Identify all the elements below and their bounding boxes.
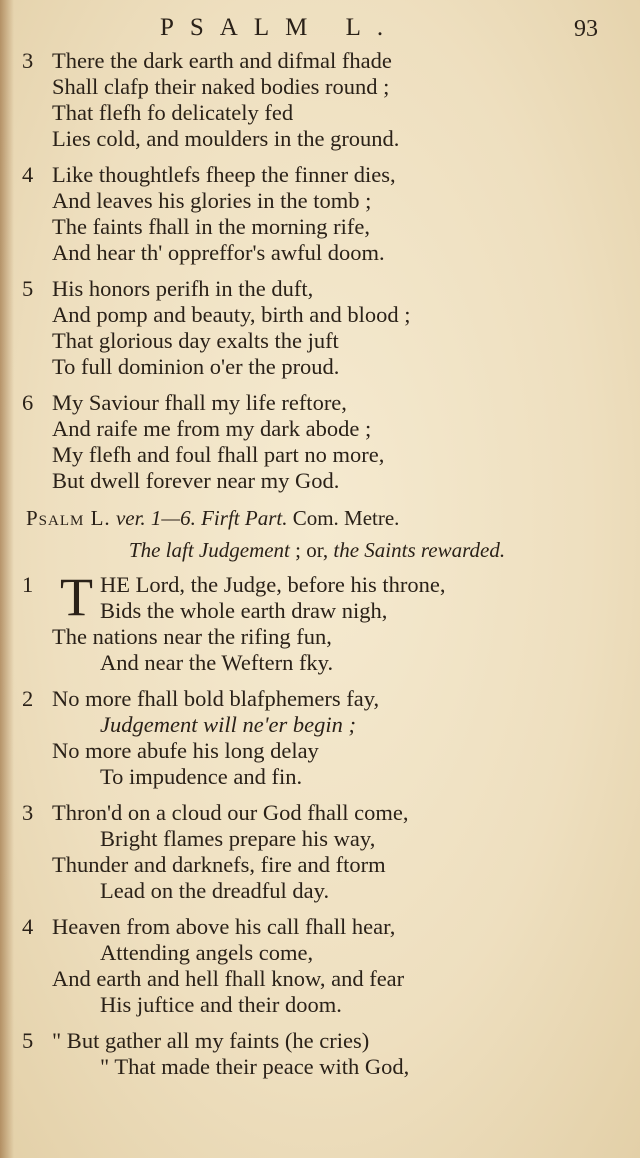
stanza [22, 914, 612, 1018]
stanza [22, 390, 612, 494]
subtitle-alt: the Saints rewarded. [333, 538, 506, 562]
verse-line: His honors perifh in the duft, [52, 276, 314, 301]
verse-line: Lies cold, and moulders in the ground. [52, 126, 400, 151]
metre-label: Com. Metre. [292, 506, 400, 530]
verse-line: Thron'd on a cloud our God fhall come, [52, 800, 409, 825]
stanza-number: 6 [22, 390, 34, 415]
verse-line: That glorious day exalts the juft [52, 328, 339, 353]
stanza [22, 1028, 612, 1080]
verse-line: No more fhall bold blafphemers fay, [52, 686, 380, 711]
verse-line: " But gather all my faints (he cries) [52, 1028, 370, 1053]
section-subtitle [22, 536, 612, 564]
part-label: Firft Part. [201, 506, 288, 530]
section-heading [26, 504, 612, 532]
verse-line: Attending angels come, [100, 940, 314, 965]
verse-line: To full dominion o'er the proud. [52, 354, 340, 379]
stanza [22, 276, 612, 380]
verse-line: And earth and hell fhall know, and fear [52, 966, 405, 991]
verse-line: Bright flames prepare his way, [100, 826, 376, 851]
page-number: 93 [574, 16, 598, 42]
stanza-number: 3 [22, 48, 34, 73]
verse-line: And hear th' oppreffor's awful doom. [52, 240, 385, 265]
page-header [0, 14, 640, 44]
running-head: PSALM L. [160, 14, 400, 41]
stanza-number: 5 [22, 1028, 34, 1053]
verse-line-text: HE Lord, the Judge, before his throne, [100, 572, 446, 597]
verse-line: Judgement will ne'er begin ; [100, 712, 356, 737]
verse-line: No more abufe his long delay [52, 738, 319, 763]
psalm-label: Psalm L. [26, 506, 111, 530]
verse-line: And raife me from my dark abode ; [52, 416, 372, 441]
stanza-number: 3 [22, 800, 34, 825]
verse-line: And leaves his glories in the tomb ; [52, 188, 372, 213]
verse-line: The faints fhall in the morning rife, [52, 214, 371, 239]
verse-line: But dwell forever near my God. [52, 468, 340, 493]
verse-line: And pomp and beauty, birth and blood ; [52, 302, 411, 327]
drop-cap: T [60, 567, 93, 627]
stanza-number: 4 [22, 914, 34, 939]
page-edge-shadow [0, 0, 14, 1158]
stanza [22, 567, 612, 676]
verse-line: Thunder and darknefs, fire and ftorm [52, 852, 386, 877]
verse-line: That flefh fo delicately fed [52, 100, 294, 125]
subtitle-separator: ; or, [289, 538, 334, 562]
stanza-number: 2 [22, 686, 34, 711]
stanza-number: 5 [22, 276, 34, 301]
stanza-number: 1 [22, 572, 34, 597]
verse-line: Shall clafp their naked bodies round ; [52, 74, 390, 99]
subtitle-main: The laft Judgement [128, 538, 290, 562]
verse-line: And near the Weftern fky. [100, 650, 334, 675]
verse-line: Like thoughtlefs fheep the finner dies, [52, 162, 396, 187]
stanza [22, 686, 612, 790]
verse-line: Lead on the dreadful day. [100, 878, 330, 903]
verse-line: Bids the whole earth draw nigh, [100, 598, 388, 623]
stanza-number: 4 [22, 162, 34, 187]
verse-line: My flefh and foul fhall part no more, [52, 442, 385, 467]
stanza [22, 800, 612, 904]
verse-line: There the dark earth and difmal fhade [52, 48, 392, 73]
verse-line: To impudence and fin. [100, 764, 303, 789]
stanza [22, 48, 612, 152]
verse-line: The nations near the rifing fun, [52, 624, 332, 649]
verse-line: His juftice and their doom. [100, 992, 342, 1017]
verse-line: " That made their peace with God, [100, 1054, 410, 1079]
verse-line: Heaven from above his call fhall hear, [52, 914, 396, 939]
page-body [22, 48, 612, 1090]
verse-line: My Saviour fhall my life reftore, [52, 390, 347, 415]
stanza [22, 162, 612, 266]
verse-range: ver. 1—6. [115, 506, 196, 530]
